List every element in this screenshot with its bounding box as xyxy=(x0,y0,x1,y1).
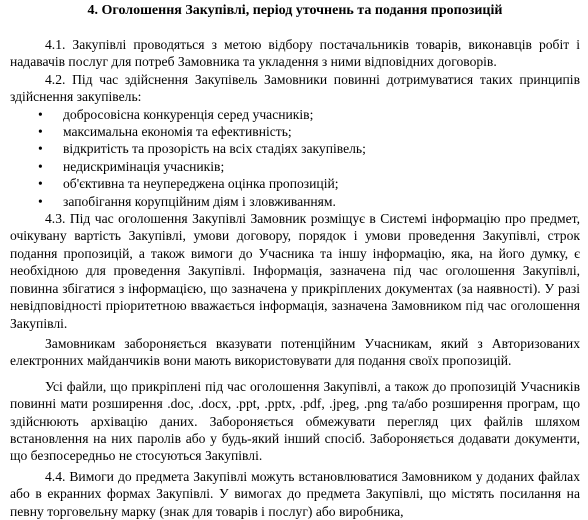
bullet-icon: • xyxy=(38,124,43,140)
list-item xyxy=(38,175,580,192)
list-item-text: добросовісна конкуренція серед учасників; xyxy=(63,106,314,122)
list-item xyxy=(38,193,580,210)
bullet-icon: • xyxy=(38,193,43,209)
list-item-text: запобігання корупційним діям і зловживанням. xyxy=(63,193,336,209)
paragraph-4-4: 4.4. Вимоги до предмета Закупівлі можуть встановлюватися Замовником у доданих файлах або в екранних формах Закупівлі. У вимогах до предмета Закупівлі, що містять посилання на певну торговельну марку (знак для товарів і послуг) або виробника, xyxy=(10,468,580,519)
principles-list xyxy=(10,106,580,210)
paragraph-4-3: 4.3. Під час оголошення Закупівлі Замовник розміщує в Системі інформацію про предмет, очікувану вартість Закупівлі, умови договору, порядок і умови проведення Закупівлі, строк подання пропозицій, а також вимоги до Учасника та іншу інформацію, яка, на його думку, є необхідною для проведення Закупівлі. Інформація, зазначена під час оголошення Закупівлі, повинна збігатися з інформацією, що зазначена у прикріплених документах (за наявності). У разі невідповідності пріоритетною вважається інформація, зазначена Замовником під час оголошення Закупівлі. xyxy=(10,211,580,331)
section-title: 4. Оголошення Закупівлі, період уточнень та подання пропозицій xyxy=(87,3,503,18)
list-item-text: об'єктивна та неупереджена оцінка пропозицій; xyxy=(63,176,339,192)
paragraph-prohibited: Замовникам забороняється вказувати потенційним Учасникам, який з Авторизованих електронних майданчиків вони мають використовувати для подання своїх пропозицій. xyxy=(10,335,580,369)
list-item xyxy=(38,123,580,140)
list-item-text: максимальна економія та ефективність; xyxy=(63,124,292,140)
bullet-icon: • xyxy=(38,158,43,174)
list-item xyxy=(38,106,580,123)
bullet-icon: • xyxy=(38,176,43,192)
paragraph-4-2: 4.2. Під час здійснення Закупівель Замовники повинні дотримуватися таких принципів здійснення закупівель: xyxy=(10,71,580,105)
list-item xyxy=(38,158,580,175)
list-item xyxy=(38,140,580,157)
bullet-icon: • xyxy=(38,141,43,157)
list-item-text: відкритість та прозорість на всіх стадіях закупівель; xyxy=(63,141,366,157)
list-item-text: недискримінація учасників; xyxy=(63,158,225,174)
paragraph-files: Усі файли, що прикріплені під час оголошення Закупівлі, а також до пропозицій Учасників повинні мати розширення .doc, .docx, .ppt, .pptx, .pdf, .jpeg, .png та/або розширення програм, що здійснюють архівацію даних. Забороняється обмежувати перегляд цих файлів шляхом встановлення на них паролів або у будь-який інший спосіб. Забороняється додавати документи, що безпосередньо не стосуються Закупівлі. xyxy=(10,378,580,464)
paragraph-4-1: 4.1. Закупівлі проводяться з метою відбору постачальників товарів, виконавців робіт і надавачів послуг для потреб Замовника та укладення з ними відповідних договорів. xyxy=(10,37,580,70)
bullet-icon: • xyxy=(38,106,43,122)
